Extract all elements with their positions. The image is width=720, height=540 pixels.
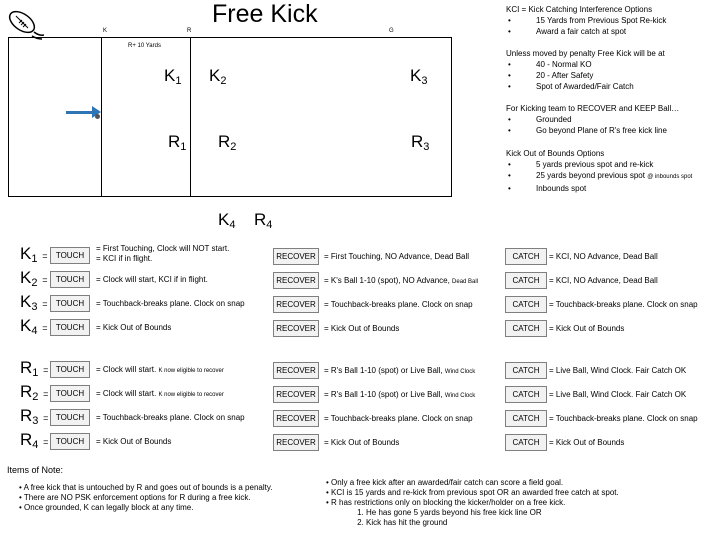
- r-line-label: R: [187, 28, 192, 34]
- recover-keep-info: [506, 103, 679, 136]
- k-line-label: K: [103, 28, 108, 34]
- row-label: $K_4$ =: [20, 316, 48, 337]
- position-k4: $K_4$: [218, 210, 236, 231]
- kci-heading: KCI = Kick Catching Interference Options: [506, 5, 653, 14]
- recover-description: = Kick Out of Bounds: [324, 324, 400, 333]
- touch-button[interactable]: TOUCH: [50, 271, 90, 288]
- row-label: $K_2$ =: [20, 268, 48, 289]
- position-k1: $K_1$: [164, 66, 182, 87]
- free-kick-spot-heading: Unless moved by penalty Free Kick will be at: [506, 49, 665, 58]
- page-title: Free Kick: [212, 0, 318, 28]
- touch-description: = Clock will start. K now eligible to recover: [96, 365, 224, 374]
- touch-description: = Kick Out of Bounds: [96, 437, 172, 446]
- recover-keep-item: • Grounded: [506, 114, 679, 125]
- touch-description: = Clock will start. K now eligible to recover: [96, 389, 224, 398]
- catch-description: = Live Ball, Wind Clock. Fair Catch OK: [549, 390, 687, 399]
- recover-description: = R's Ball 1-10 (spot) or Live Ball, Wind Clock: [324, 366, 476, 375]
- free-kick-spot-item: • 40 - Normal KO: [506, 59, 665, 70]
- notes-right: [326, 478, 619, 528]
- position-r3: $R_3$: [411, 132, 430, 153]
- position-r4: $R_4$: [254, 210, 273, 231]
- catch-button[interactable]: CATCH: [505, 434, 547, 451]
- recover-button[interactable]: RECOVER: [273, 320, 319, 337]
- touch-button[interactable]: TOUCH: [50, 433, 90, 450]
- row-label: $R_2$ =: [20, 382, 49, 403]
- recover-description: = Kick Out of Bounds: [324, 438, 400, 447]
- catch-button[interactable]: CATCH: [505, 386, 547, 403]
- kci-item: • 15 Yards from Previous Spot Re-kick: [506, 15, 666, 26]
- touch-description: = Touchback-breaks plane. Clock on snap: [96, 299, 245, 308]
- kci-options: [506, 4, 666, 37]
- row-label: $R_1$ =: [20, 358, 49, 379]
- touch-button[interactable]: TOUCH: [50, 247, 90, 264]
- touch-description: = Touchback-breaks plane. Clock on snap: [96, 413, 245, 422]
- notes-left: [7, 465, 272, 513]
- recover-description: = First Touching, NO Advance, Dead Ball: [324, 252, 470, 261]
- out-of-bounds-item: • 25 yards beyond previous spot @ inbounds spot: [506, 170, 692, 183]
- row-label: $K_3$ =: [20, 292, 48, 313]
- free-kick-spot-item: • Spot of Awarded/Fair Catch: [506, 81, 665, 92]
- recover-description: = Touchback-breaks plane. Clock on snap: [324, 414, 473, 423]
- recover-description: = R's Ball 1-10 (spot) or Live Ball, Wind Clock: [324, 390, 476, 399]
- catch-description: = KCI, NO Advance, Dead Ball: [549, 252, 658, 261]
- out-of-bounds-heading: Kick Out of Bounds Options: [506, 149, 605, 158]
- touch-button[interactable]: TOUCH: [50, 319, 90, 336]
- row-label: $K_1$ =: [20, 244, 48, 265]
- recover-button[interactable]: RECOVER: [273, 410, 319, 427]
- out-of-bounds-item-suffix: @ inbounds spot: [647, 174, 693, 180]
- position-r1: $R_1$: [168, 132, 187, 153]
- touch-description: = First Touching, Clock will NOT start. = KCI if in flight.: [96, 244, 230, 263]
- out-of-bounds-options: [506, 148, 692, 194]
- recover-button[interactable]: RECOVER: [273, 272, 319, 289]
- goal-line-label: G: [389, 28, 394, 34]
- kick-arrow: [66, 111, 94, 114]
- out-of-bounds-item: • Inbounds spot: [506, 183, 692, 194]
- note-item: • Once grounded, K can legally block at any time.: [19, 503, 194, 512]
- catch-button[interactable]: CATCH: [505, 320, 547, 337]
- position-k3: $K_3$: [410, 66, 428, 87]
- touch-description: = Kick Out of Bounds: [96, 323, 172, 332]
- recover-description: = K's Ball 1-10 (spot), NO Advance, Dead Ball: [324, 276, 479, 285]
- recover-button[interactable]: RECOVER: [273, 248, 319, 265]
- note-item: • A free kick that is untouched by R and goes out of bounds is a penalty.: [19, 483, 273, 492]
- kci-item: • Award a fair catch at spot: [506, 26, 666, 37]
- ten-yards-label: R+ 10 Yards: [128, 43, 161, 49]
- out-of-bounds-item: • 5 yards previous spot and re-kick: [506, 159, 692, 170]
- catch-button[interactable]: CATCH: [505, 296, 547, 313]
- r-line: [190, 37, 191, 197]
- ball-marker: [95, 114, 100, 119]
- touch-button[interactable]: TOUCH: [50, 361, 90, 378]
- touch-description: = Clock will start, KCI if in flight.: [96, 275, 208, 284]
- notes-heading: Items of Note:: [7, 465, 64, 475]
- position-r2: $R_2$: [218, 132, 237, 153]
- note-item: • Only a free kick after an awarded/fair catch can score a field goal.: [326, 478, 564, 487]
- recover-keep-item: • Go beyond Plane of R's free kick line: [506, 125, 679, 136]
- recover-description: = Touchback-breaks plane. Clock on snap: [324, 300, 473, 309]
- field-diagram: [8, 37, 452, 197]
- free-kick-spot-info: [506, 48, 665, 92]
- row-label: $R_3$ =: [20, 406, 49, 427]
- recover-keep-heading: For Kicking team to RECOVER and KEEP Ball…: [506, 104, 680, 113]
- touch-button[interactable]: TOUCH: [50, 385, 90, 402]
- catch-description: = Kick Out of Bounds: [549, 324, 625, 333]
- touch-button[interactable]: TOUCH: [50, 295, 90, 312]
- row-label: $R_4$ =: [20, 430, 49, 451]
- recover-button[interactable]: RECOVER: [273, 434, 319, 451]
- catch-description: = Touchback-breaks plane. Clock on snap: [549, 414, 698, 423]
- recover-button[interactable]: RECOVER: [273, 386, 319, 403]
- catch-button[interactable]: CATCH: [505, 248, 547, 265]
- catch-description: = Kick Out of Bounds: [549, 438, 625, 447]
- note-sub-item: 1. He has gone 5 yards beyond his free kick line OR: [366, 508, 619, 518]
- note-sub-item: 2. Kick has hit the ground: [366, 518, 619, 528]
- catch-description: = Touchback-breaks plane. Clock on snap: [549, 300, 698, 309]
- note-item: • There are NO PSK enforcement options for R during a free kick.: [19, 493, 251, 502]
- catch-button[interactable]: CATCH: [505, 272, 547, 289]
- catch-description: = KCI, NO Advance, Dead Ball: [549, 276, 658, 285]
- recover-button[interactable]: RECOVER: [273, 296, 319, 313]
- catch-button[interactable]: CATCH: [505, 410, 547, 427]
- catch-description: = Live Ball, Wind Clock. Fair Catch OK: [549, 366, 687, 375]
- football-icon: [6, 6, 46, 40]
- note-item: • R has restrictions only on blocking the kicker/holder on a free kick.: [326, 498, 566, 507]
- free-kick-spot-item: • 20 - After Safety: [506, 70, 665, 81]
- touch-button[interactable]: TOUCH: [50, 409, 90, 426]
- catch-button[interactable]: CATCH: [505, 362, 547, 379]
- k-line: [101, 37, 102, 197]
- recover-button[interactable]: RECOVER: [273, 362, 319, 379]
- position-k2: $K_2$: [209, 66, 227, 87]
- note-item: • KCI is 15 yards and re-kick from previous spot OR an awarded free catch at spot.: [326, 488, 619, 497]
